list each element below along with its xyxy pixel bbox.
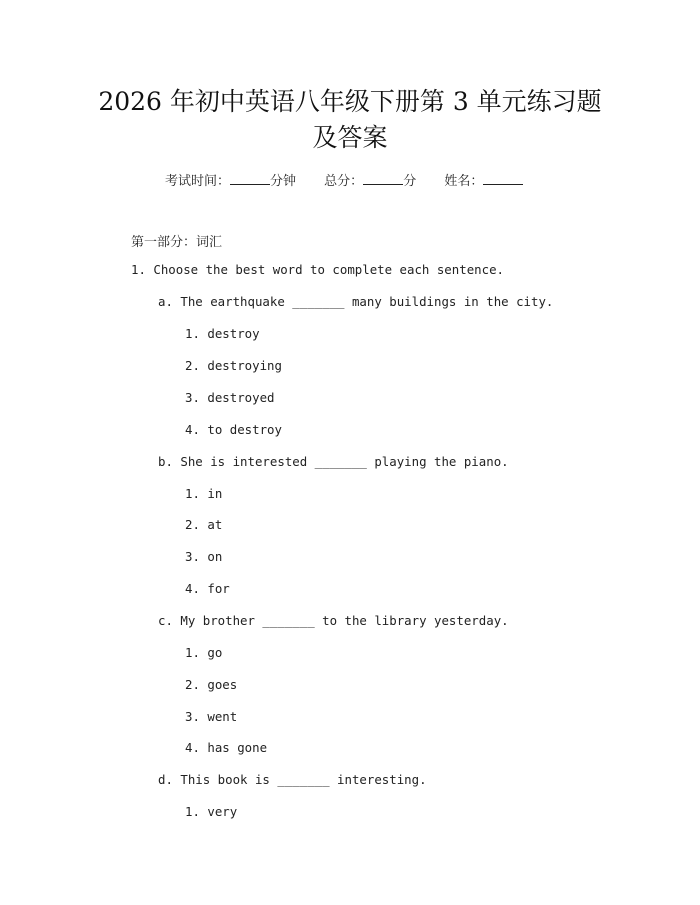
option-c-3: 3. went (185, 709, 238, 724)
question-stem: 1. Choose the best word to complete each sentence. (131, 262, 504, 277)
option-a-2: 2. destroying (185, 358, 282, 373)
option-b-2: 2. at (185, 517, 223, 532)
sub-question-c: c. My brother _______ to the library yesterday. (158, 613, 509, 628)
document-title-line-2: 及答案 (312, 123, 388, 152)
total-score-blank (363, 172, 403, 185)
total-score-label: 总分： (324, 174, 364, 189)
option-b-3: 3. on (185, 549, 223, 564)
option-a-4: 4. to destroy (185, 422, 282, 437)
option-b-1: 1. in (185, 486, 223, 501)
option-c-1: 1. go (185, 645, 223, 660)
exam-info-row (165, 170, 523, 189)
option-c-4: 4. has gone (185, 740, 268, 755)
option-b-4: 4. for (185, 581, 230, 596)
total-score-unit: 分 (403, 174, 417, 189)
sub-question-d: d. This book is _______ interesting. (158, 772, 427, 787)
option-a-1: 1. destroy (185, 326, 260, 341)
exam-time-field (165, 170, 296, 189)
document-title-line-1: 2026 年初中英语八年级下册第 3 单元练习题 (98, 87, 602, 116)
student-name-blank (483, 172, 523, 185)
exam-time-label: 考试时间： (165, 174, 231, 189)
option-d-1: 1. very (185, 804, 238, 819)
exam-time-blank (230, 172, 270, 185)
sub-question-b: b. She is interested _______ playing the piano. (158, 454, 509, 469)
section-heading: 第一部分：词汇 (131, 235, 223, 250)
student-name-field (444, 170, 523, 189)
option-a-3: 3. destroyed (185, 390, 275, 405)
option-c-2: 2. goes (185, 677, 238, 692)
total-score-field (324, 170, 416, 189)
exam-time-unit: 分钟 (270, 174, 297, 189)
student-name-label: 姓名： (444, 174, 484, 189)
sub-question-a: a. The earthquake _______ many buildings in the city. (158, 294, 554, 309)
